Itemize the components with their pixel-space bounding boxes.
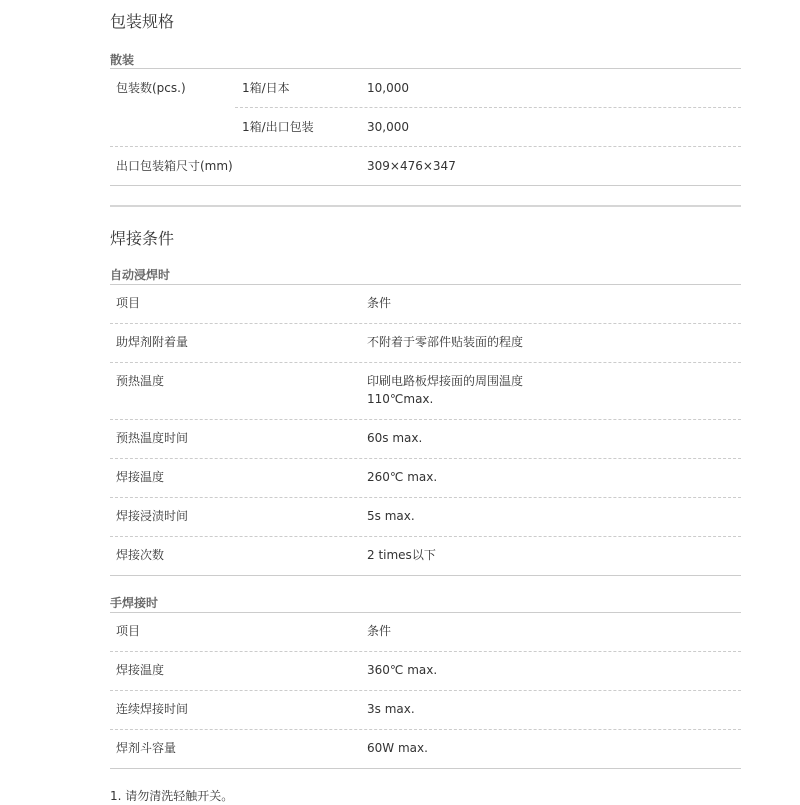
manual-row-label: 焊剂斗容量 — [116, 741, 177, 755]
auto-row-value-line2: 110℃max. — [367, 392, 434, 406]
manual-row-value: 3s max. — [367, 702, 415, 716]
section-separator — [110, 205, 741, 207]
auto-row-label: 焊接次数 — [116, 548, 165, 562]
auto-row-divider — [110, 536, 741, 537]
packaging-row-label: 出口包装箱尺寸(mm) — [116, 159, 233, 173]
packaging-title: 包装规格 — [110, 12, 175, 31]
manual-bottom-rule — [110, 768, 741, 769]
auto-row-divider — [110, 362, 741, 363]
manual-row-divider — [110, 729, 741, 730]
auto-row-label: 预热温度时间 — [116, 431, 189, 445]
packaging-subtitle: 散装 — [110, 53, 135, 67]
manual-subtitle: 手焊接时 — [110, 596, 159, 610]
auto-row-label: 项目 — [116, 296, 141, 310]
auto-bottom-rule — [110, 575, 741, 576]
packaging-bottom-rule — [110, 185, 741, 186]
manual-row-value: 360℃ max. — [367, 663, 438, 677]
auto-row-value: 5s max. — [367, 509, 415, 523]
packaging-row-sub: 1箱/出口包装 — [242, 120, 314, 134]
auto-row-divider — [110, 497, 741, 498]
packaging-row-value: 309×476×347 — [367, 159, 456, 173]
auto-row-divider — [110, 419, 741, 420]
manual-row-label: 连续焊接时间 — [116, 702, 189, 716]
manual-row-value: 60W max. — [367, 741, 428, 755]
auto-row-label: 预热温度 — [116, 374, 165, 388]
auto-row-label: 助焊剂附着量 — [116, 335, 189, 349]
auto-row-label: 焊接温度 — [116, 470, 165, 484]
packaging-row-divider — [235, 107, 741, 108]
auto-row-value: 260℃ max. — [367, 470, 438, 484]
packaging-row-sub: 1箱/日本 — [242, 81, 290, 95]
packaging-row-divider — [110, 146, 741, 147]
auto-row-divider — [110, 458, 741, 459]
auto-row-value: 60s max. — [367, 431, 423, 445]
soldering-title: 焊接条件 — [110, 229, 175, 248]
auto-row-value: 不附着于零部件贴装面的程度 — [367, 335, 524, 349]
manual-header-rule — [110, 612, 741, 613]
packaging-row-value: 10,000 — [367, 81, 409, 95]
auto-header-rule — [110, 284, 741, 285]
auto-row-value: 条件 — [367, 296, 392, 310]
manual-row-label: 项目 — [116, 624, 141, 638]
cleaning-note: 1. 请勿清洗轻触开关。 — [110, 789, 234, 803]
packaging-row-value: 30,000 — [367, 120, 409, 134]
auto-row-value: 2 times以下 — [367, 548, 436, 562]
manual-row-value: 条件 — [367, 624, 392, 638]
auto-row-label: 焊接浸渍时间 — [116, 509, 189, 523]
manual-row-divider — [110, 651, 741, 652]
auto-subtitle: 自动浸焊时 — [110, 268, 171, 282]
packaging-header-rule — [110, 68, 741, 69]
auto-row-divider — [110, 323, 741, 324]
manual-row-label: 焊接温度 — [116, 663, 165, 677]
manual-row-divider — [110, 690, 741, 691]
packaging-row-label: 包装数(pcs.) — [116, 81, 186, 95]
auto-row-value: 印刷电路板焊接面的周围温度 — [367, 374, 524, 388]
